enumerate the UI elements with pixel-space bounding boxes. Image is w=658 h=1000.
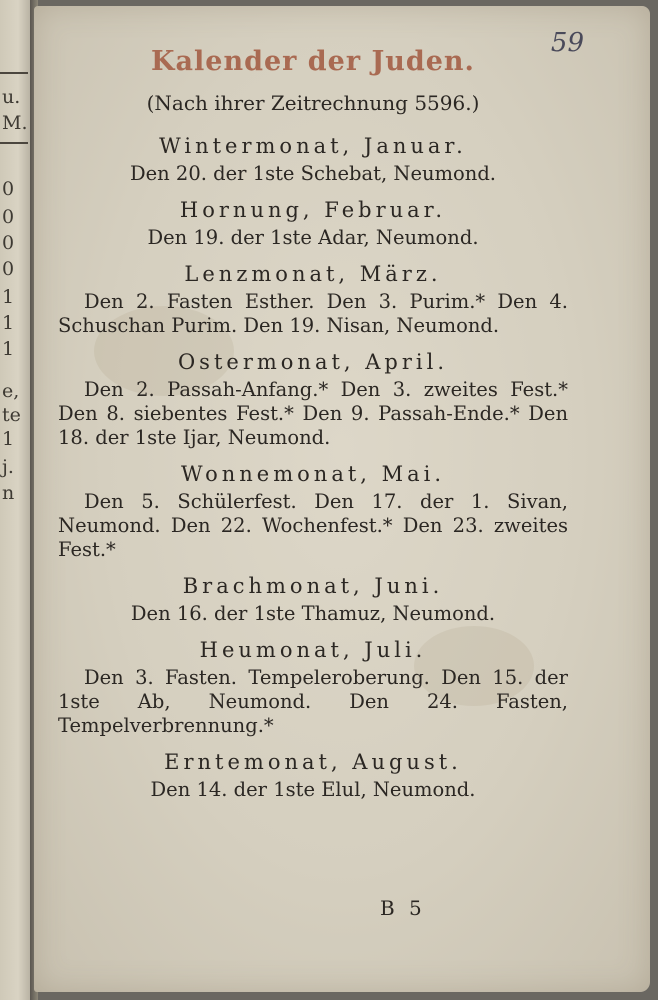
page-subtitle: (Nach ihrer Zeitrechnung 5596.) xyxy=(146,91,480,115)
left-fragment: 0 xyxy=(2,206,15,228)
left-fragment: 1 xyxy=(2,338,15,360)
month-section-april xyxy=(58,346,568,450)
page-title: Kalender der Juden. xyxy=(151,46,475,77)
left-rule xyxy=(0,72,28,74)
month-entry: Den 20. der 1ste Schebat, Neumond. xyxy=(129,162,497,185)
left-fragment: u. xyxy=(2,86,21,108)
signature-mark: B 5 xyxy=(380,896,426,920)
left-fragment: 0 xyxy=(2,258,15,280)
month-section-february xyxy=(58,194,568,250)
month-section-august xyxy=(58,746,568,802)
month-section-june xyxy=(58,570,568,626)
month-entry: Den 2. Fasten Esther. Den 3. Purim.* Den 4. Schuschan Purim. Den 19. Nisan, Neumond. xyxy=(58,290,568,337)
month-heading: Wonnemonat, Mai. xyxy=(180,462,446,486)
left-page-strip xyxy=(0,0,30,1000)
month-entry: Den 5. Schülerfest. Den 17. der 1. Sivan, Neumond. Den 22. Wochenfest.* Den 23. zweites Fest.* xyxy=(58,490,568,561)
left-fragment: 1 xyxy=(2,312,15,334)
month-section-january xyxy=(58,130,568,186)
month-section-march xyxy=(58,258,568,338)
month-entry: Den 2. Passah-Anfang.* Den 3. zweites Fest.* Den 8. siebentes Fest.* Den 9. Passah-Ende.* Den 18. der 1ste Ijar, Neumond. xyxy=(58,378,568,449)
left-rule xyxy=(0,142,28,144)
month-heading: Erntemonat, August. xyxy=(164,750,462,774)
left-fragment: te xyxy=(2,404,21,426)
left-fragment: e, xyxy=(2,380,20,402)
left-fragment: 1 xyxy=(2,286,15,308)
month-heading: Brachmonat, Juni. xyxy=(182,574,444,598)
left-fragment: 1 xyxy=(2,428,15,450)
left-fragment: 0 xyxy=(2,232,15,254)
month-section-july xyxy=(58,634,568,738)
folio-number: 59 xyxy=(550,28,584,58)
month-entry: Den 16. der 1ste Thamuz, Neumond. xyxy=(130,602,496,625)
month-section-may xyxy=(58,458,568,562)
month-heading: Wintermonat, Januar. xyxy=(159,134,467,158)
month-entry: Den 3. Fasten. Tempeleroberung. Den 15. der 1ste Ab, Neumond. Den 24. Fasten, Tempelverbrennung.* xyxy=(58,666,568,737)
left-fragment: n xyxy=(2,482,15,504)
left-fragment: M. xyxy=(2,112,28,134)
left-fragment: j. xyxy=(2,456,14,478)
page-content xyxy=(58,46,568,802)
month-heading: Ostermonat, April. xyxy=(177,350,449,374)
month-heading: Hornung, Februar. xyxy=(179,198,447,222)
month-entry: Den 14. der 1ste Elul, Neumond. xyxy=(150,778,476,801)
month-heading: Heumonat, Juli. xyxy=(199,638,427,662)
left-fragment: 0 xyxy=(2,178,15,200)
month-heading: Lenzmonat, März. xyxy=(184,262,442,286)
month-entry: Den 19. der 1ste Adar, Neumond. xyxy=(147,226,479,249)
book-page xyxy=(34,6,650,992)
